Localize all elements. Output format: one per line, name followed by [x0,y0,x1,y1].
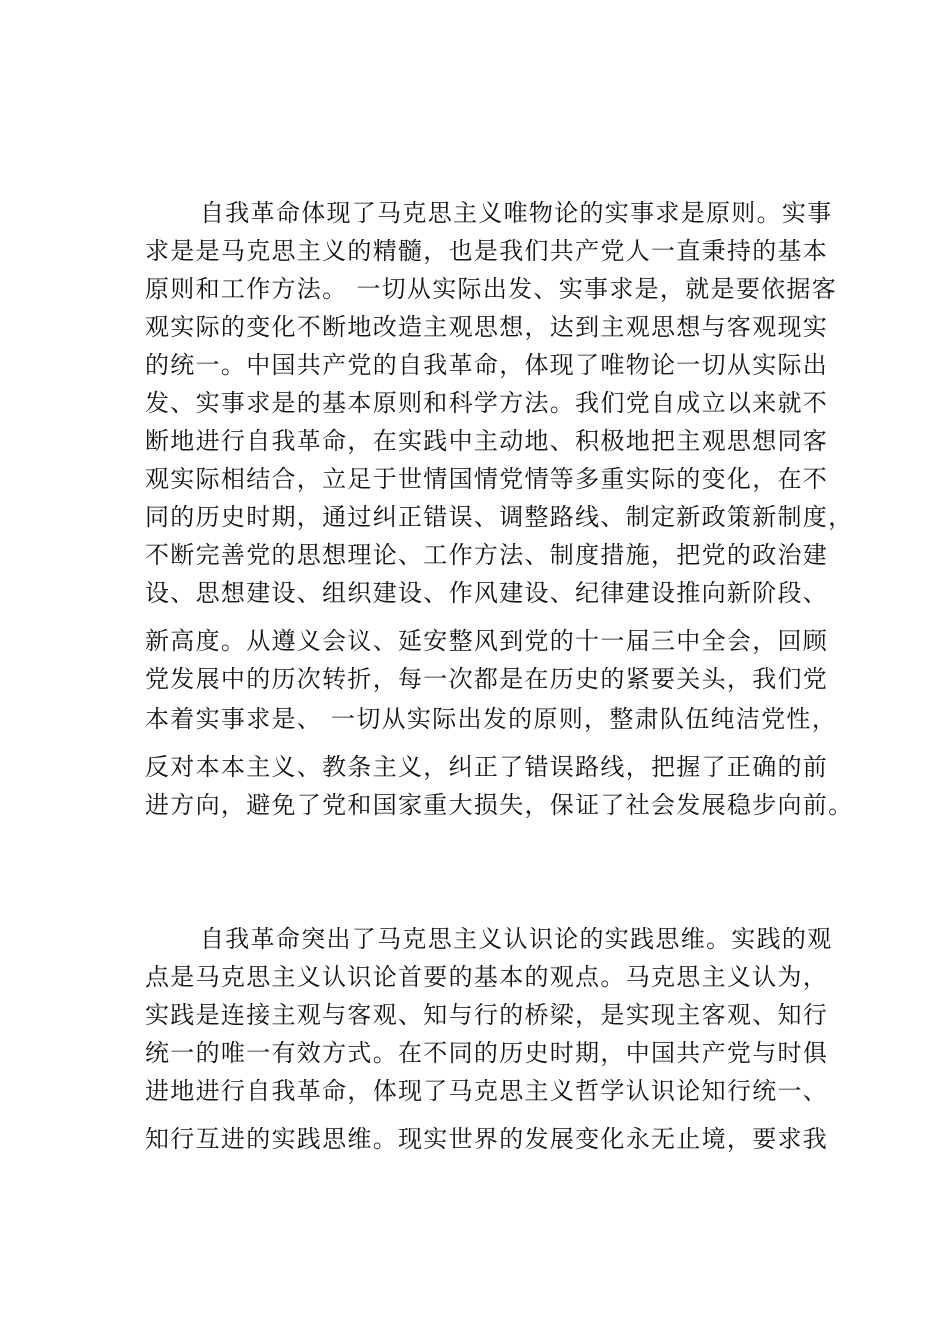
paragraph-line: 反对本本主义、教条主义，纠正了错误路线，把握了正确的前 [145,753,829,781]
paragraph-line: 统一的唯一有效方式。在不同的历史时期，中国共产党与时俱 [145,1039,829,1067]
paragraph-line: 知行互进的实践思维。现实世界的发展变化永无止境，要求我 [145,1125,829,1153]
paragraph-line: 党发展中的历次转折，每一次都是在历史的紧要关头，我们党 [145,665,829,693]
paragraph-line: 自我革命突出了马克思主义认识论的实践思维。实践的观 [200,925,833,953]
paragraph-line: 观实际相结合，立足于世情国情党情等多重实际的变化，在不 [145,465,829,493]
paragraph-line: 点是马克思主义认识论首要的基本的观点。马克思主义认为， [145,963,829,991]
paragraph-line: 进地进行自我革命，体现了马克思主义哲学认识论知行统一、 [145,1077,829,1105]
paragraph-line: 求是是马克思主义的精髓，也是我们共产党人一直秉持的基本 [145,237,829,265]
paragraph-line: 断地进行自我革命，在实践中主动地、积极地把主观思想同客 [145,427,829,455]
paragraph-line: 观实际的变化不断地改造主观思想，达到主观思想与客观现实 [145,313,829,341]
paragraph-line: 设、思想建设、组织建设、作风建设、纪律建设推向新阶段、 [145,579,829,607]
paragraph-line: 的统一。中国共产党的自我革命，体现了唯物论一切从实际出 [145,351,829,379]
paragraph-line: 同的历史时期，通过纠正错误、调整路线、制定新政策新制度， [145,503,854,531]
paragraph-line: 本着实事求是、 一切从实际出发的原则，整肃队伍纯洁党性， [145,705,838,733]
paragraph-line: 发、实事求是的基本原则和科学方法。我们党自成立以来就不 [145,389,829,417]
paragraph-line: 新高度。从遵义会议、延安整风到党的十一届三中全会，回顾 [145,627,829,655]
paragraph-line: 不断完善党的思想理论、工作方法、制度措施，把党的政治建 [145,541,829,569]
paragraph-line: 实践是连接主观与客观、知与行的桥梁，是实现主客观、知行 [145,1001,829,1029]
paragraph-line: 进方向，避免了党和国家重大损失，保证了社会发展稳步向前。 [145,791,854,819]
paragraph-line: 原则和工作方法。 一切从实际出发、实事求是，就是要依据客 [145,275,838,303]
paragraph-line: 自我革命体现了马克思主义唯物论的实事求是原则。实事 [200,199,833,227]
